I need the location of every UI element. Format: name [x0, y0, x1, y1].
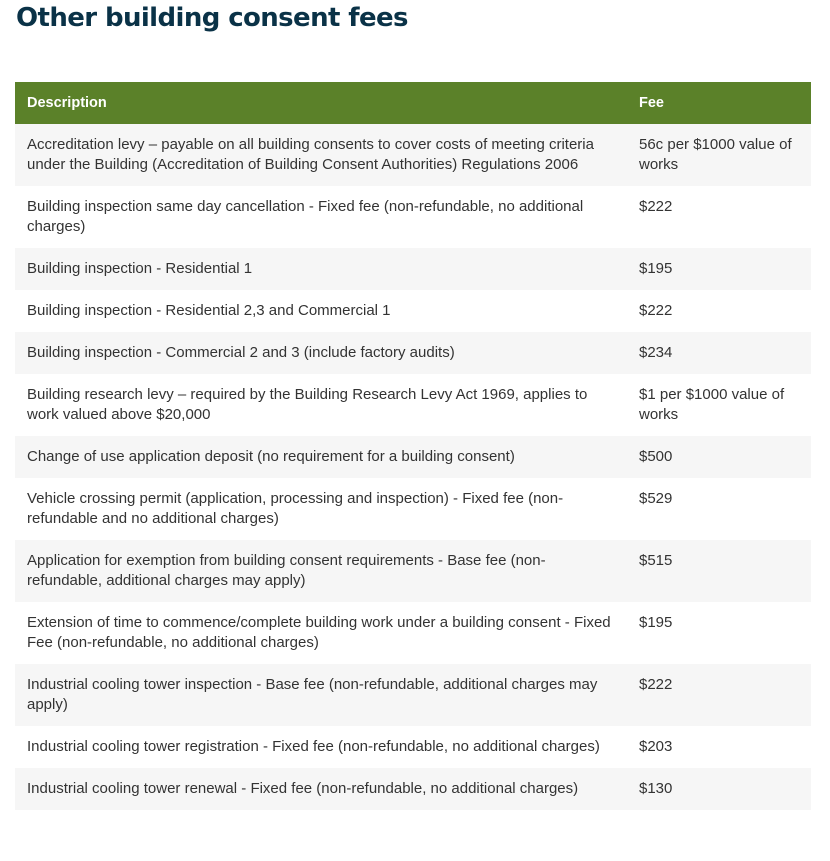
description-cell: Extension of time to commence/complete building work under a building consent - Fixed Fee (non-refundable, no additional charges): [15, 602, 627, 664]
description-cell: Building inspection - Commercial 2 and 3 (include factory audits): [15, 332, 627, 374]
table-row: [15, 186, 811, 248]
fee-cell: $130: [627, 768, 811, 810]
page-title: Other building consent fees: [16, 3, 408, 33]
fee-cell: $222: [627, 290, 811, 332]
description-cell: Building inspection - Residential 1: [15, 248, 627, 290]
table-row: [15, 478, 811, 540]
table-header: [15, 82, 811, 124]
table-row: [15, 726, 811, 768]
table-row: [15, 374, 811, 436]
table-row: [15, 332, 811, 374]
description-cell: Vehicle crossing permit (application, processing and inspection) - Fixed fee (non-refundable and no additional charges): [15, 478, 627, 540]
table-row: [15, 124, 811, 186]
fee-cell: $195: [627, 602, 811, 664]
fee-cell: 56c per $1000 value of works: [627, 124, 811, 186]
description-cell: Application for exemption from building consent requirements - Base fee (non-refundable, additional charges may apply): [15, 540, 627, 602]
fee-cell: $515: [627, 540, 811, 602]
fee-cell: $203: [627, 726, 811, 768]
fee-cell: $222: [627, 186, 811, 248]
table-row: [15, 664, 811, 726]
fee-cell: $529: [627, 478, 811, 540]
table-row: [15, 248, 811, 290]
description-cell: Building research levy – required by the Building Research Levy Act 1969, applies to work valued above $20,000: [15, 374, 627, 436]
description-cell: Change of use application deposit (no requirement for a building consent): [15, 436, 627, 478]
fees-table: [15, 82, 811, 810]
header-row: [15, 82, 811, 124]
fee-cell: $234: [627, 332, 811, 374]
description-cell: Building inspection same day cancellation - Fixed fee (non-refundable, no additional charges): [15, 186, 627, 248]
fee-cell: $500: [627, 436, 811, 478]
table-row: [15, 768, 811, 810]
table-row: [15, 602, 811, 664]
description-cell: Building inspection - Residential 2,3 and Commercial 1: [15, 290, 627, 332]
fee-cell: $222: [627, 664, 811, 726]
description-cell: Industrial cooling tower renewal - Fixed fee (non-refundable, no additional charges): [15, 768, 627, 810]
table-row: [15, 436, 811, 478]
column-header-description: Description: [15, 82, 627, 124]
description-cell: Accreditation levy – payable on all building consents to cover costs of meeting criteria under the Building (Accreditation of Building Consent Authorities) Regulations 2006: [15, 124, 627, 186]
table-row: [15, 540, 811, 602]
description-cell: Industrial cooling tower registration - Fixed fee (non-refundable, no additional charges): [15, 726, 627, 768]
description-cell: Industrial cooling tower inspection - Base fee (non-refundable, additional charges may apply): [15, 664, 627, 726]
table-body: [15, 124, 811, 810]
table-row: [15, 290, 811, 332]
fee-cell: $195: [627, 248, 811, 290]
column-header-fee: Fee: [627, 82, 811, 124]
fee-cell: $1 per $1000 value of works: [627, 374, 811, 436]
